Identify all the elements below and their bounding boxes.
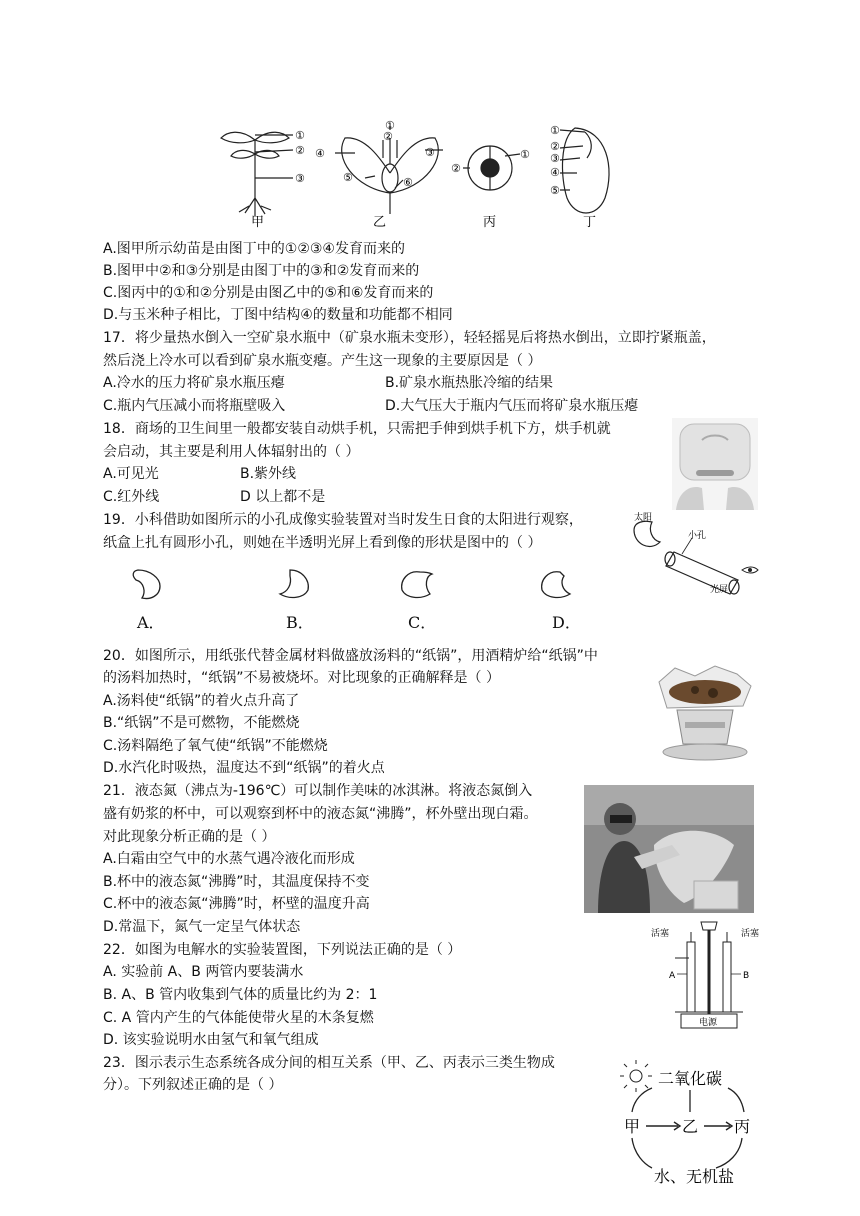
- circled-label: ②: [383, 130, 393, 143]
- q20-option-d: D.水汽化时吸热，温度达不到“纸锅”的着火点: [103, 760, 385, 776]
- q19-choice-b-label: B．: [286, 613, 314, 632]
- paper-pot-image: [655, 662, 755, 764]
- q16-option-b: B.图甲中②和③分别是由图丁中的③和②发育而来的: [103, 263, 420, 279]
- seedling-drawing: [221, 132, 293, 216]
- fig-label-screen: 光屏: [710, 585, 729, 595]
- fruit-drawing: [463, 146, 520, 190]
- q17-stem-line1: 17．将少量热水倒入一空矿泉水瓶中（矿泉水瓶未变形），轻轻摇晃后将热水倒出，立即拧紧瓶盖，: [103, 330, 716, 346]
- q18-stem-line1: 18．商场的卫生间里一般都安装自动烘手机，只需把手伸到烘手机下方，烘手机就: [103, 421, 611, 437]
- q17-option-d: D.大气压大于瓶内气压而将矿泉水瓶压瘪: [385, 398, 639, 414]
- shape-a: [133, 570, 160, 599]
- circled-label: ①: [295, 129, 305, 142]
- shape-b: [280, 570, 308, 597]
- circled-label: ④: [550, 166, 560, 179]
- fig-label-valve-right: 活塞: [741, 929, 760, 939]
- fig-label-valve-left: 活塞: [651, 929, 670, 939]
- circled-label: ②: [451, 162, 461, 175]
- q17-option-a: A.冷水的压力将矿泉水瓶压瘪: [103, 375, 285, 391]
- ecosystem-diagram: [618, 1060, 768, 1188]
- q18-option-c: C.红外线: [103, 489, 160, 505]
- fig-label-hole: 小孔: [688, 531, 707, 541]
- circled-label: ①: [385, 119, 395, 132]
- q18-option-d: D 以上都不是: [240, 489, 326, 505]
- q19-choice-c-label: C．: [408, 613, 437, 632]
- q21-option-b: B.杯中的液态氮“沸腾”时，其温度保持不变: [103, 874, 370, 890]
- q22-option-d: D. 该实验说明水由氢气和氧气组成: [103, 1032, 319, 1048]
- fig-label-yi: 乙: [373, 215, 387, 230]
- hand-dryer-image: [672, 418, 758, 510]
- q21-stem-line1: 21．液态氮（沸点为-196℃）可以制作美味的冰淇淋。将液态氮倒入: [103, 783, 533, 799]
- fig-label-jia: 甲: [251, 215, 265, 230]
- q21-option-c: C.杯中的液态氮“沸腾”时，杯壁的温度升高: [103, 896, 370, 912]
- node-bing: 丙: [734, 1117, 751, 1136]
- q16-option-c: C.图丙中的①和②分别是由图乙中的⑤和⑥发育而来的: [103, 285, 434, 301]
- circled-label: ④: [315, 147, 325, 160]
- circled-label: ③: [425, 146, 435, 159]
- q18-option-a: A.可见光: [103, 466, 159, 482]
- q19-stem-line1: 19．小科借助如图所示的小孔成像实验装置对当时发生日食的太阳进行观察，: [103, 512, 583, 528]
- q20-stem-line2: 的汤料加热时，“纸锅”不易被烧坏。对比现象的正确解释是（ ）: [103, 670, 500, 686]
- circled-label: ①: [550, 124, 560, 137]
- q21-option-a: A.白霜由空气中的水蒸气遇冷液化而形成: [103, 851, 355, 867]
- q16-figure: [215, 118, 625, 230]
- circled-label: ③: [550, 152, 560, 165]
- seed-drawing: [560, 128, 609, 213]
- circled-label: ①: [520, 148, 530, 161]
- circled-label: ⑤: [343, 171, 353, 184]
- q20-option-a: A.汤料使“纸锅”的着火点升高了: [103, 693, 300, 709]
- circled-label: ⑥: [403, 176, 413, 189]
- node-jia: 甲: [624, 1117, 641, 1136]
- q22-option-b: B. A、B 管内收集到气体的质量比约为 2：1: [103, 987, 378, 1003]
- q17-stem-line2: 然后浇上冷水可以看到矿泉水瓶变瘪。产生这一现象的主要原因是（ ）: [103, 353, 542, 369]
- circled-label: ③: [295, 172, 305, 185]
- q22-option-c: C. A 管内产生的气体能使带火星的木条复燃: [103, 1010, 374, 1026]
- q17-option-c: C.瓶内气压减小而将瓶壁吸入: [103, 398, 286, 414]
- q23-stem-line2: 分）。下列叙述正确的是（ ）: [103, 1077, 283, 1093]
- q17-option-b: B.矿泉水瓶热胀冷缩的结果: [385, 375, 554, 391]
- pinhole-apparatus-figure: [630, 508, 770, 598]
- shape-c: [402, 572, 432, 598]
- q19-choice-shapes: [120, 566, 600, 602]
- fig-label-ding: 丁: [583, 215, 597, 230]
- shape-d: [542, 572, 570, 598]
- q22-option-a: A. 实验前 A、B 两管内要装满水: [103, 964, 304, 980]
- fig-label-bing: 丙: [483, 215, 497, 230]
- q16-diagram-svg: [215, 118, 625, 230]
- q21-option-d: D.常温下，氮气一定呈气体状态: [103, 919, 301, 935]
- fig-label-tube-a: A: [669, 971, 676, 981]
- q20-option-b: B.“纸锅”不是可燃物，不能燃烧: [103, 715, 300, 731]
- q20-option-c: C.汤料隔绝了氧气使“纸锅”不能燃烧: [103, 738, 328, 754]
- q19-choice-a-label: A．: [137, 613, 165, 632]
- circled-label: ②: [295, 144, 305, 157]
- fig-label-tube-b: B: [743, 971, 750, 981]
- q19-choice-d-label: D．: [552, 613, 581, 632]
- q23-stem-line1: 23．图示表示生态系统各成分间的相互关系（甲、乙、丙表示三类生物成: [103, 1055, 555, 1071]
- eclipsed-sun-shape: [634, 521, 660, 546]
- q16-option-d: D.与玉米种子相比，丁图中结构④的数量和功能都不相同: [103, 307, 453, 323]
- circled-label: ⑤: [550, 184, 560, 197]
- node-water-salts: 水、无机盐: [654, 1167, 735, 1186]
- node-yi: 乙: [682, 1117, 699, 1136]
- q20-stem-line1: 20．如图所示，用纸张代替金属材料做盛放汤料的“纸锅”，用酒精炉给“纸锅”中: [103, 648, 598, 664]
- circled-label: ②: [550, 140, 560, 153]
- liquid-nitrogen-photo: [584, 785, 754, 913]
- fig-label-sun: 太阳: [634, 513, 653, 523]
- q21-stem-line3: 对此现象分析正确的是（ ）: [103, 829, 276, 845]
- q21-stem-line2: 盛有奶浆的杯中，可以观察到杯中的液态氮“沸腾”，杯外壁出现白霜。: [103, 806, 538, 822]
- q22-stem: 22．如图为电解水的实验装置图，下列说法正确的是（ ）: [103, 942, 462, 958]
- fig-label-power: 电源: [699, 1018, 718, 1028]
- q19-stem-line2: 纸盒上扎有圆形小孔，则她在半透明光屏上看到像的形状是图中的（ ）: [103, 535, 542, 551]
- q18-stem-line2: 会启动，其主要是利用人体辐射出的（ ）: [103, 444, 360, 460]
- q18-option-b: B.紫外线: [240, 466, 297, 482]
- node-co2: 二氧化碳: [658, 1069, 723, 1088]
- q16-option-a: A.图甲所示幼苗是由图丁中的①②③④发育而来的: [103, 241, 405, 257]
- electrolysis-apparatus-figure: [645, 918, 775, 1036]
